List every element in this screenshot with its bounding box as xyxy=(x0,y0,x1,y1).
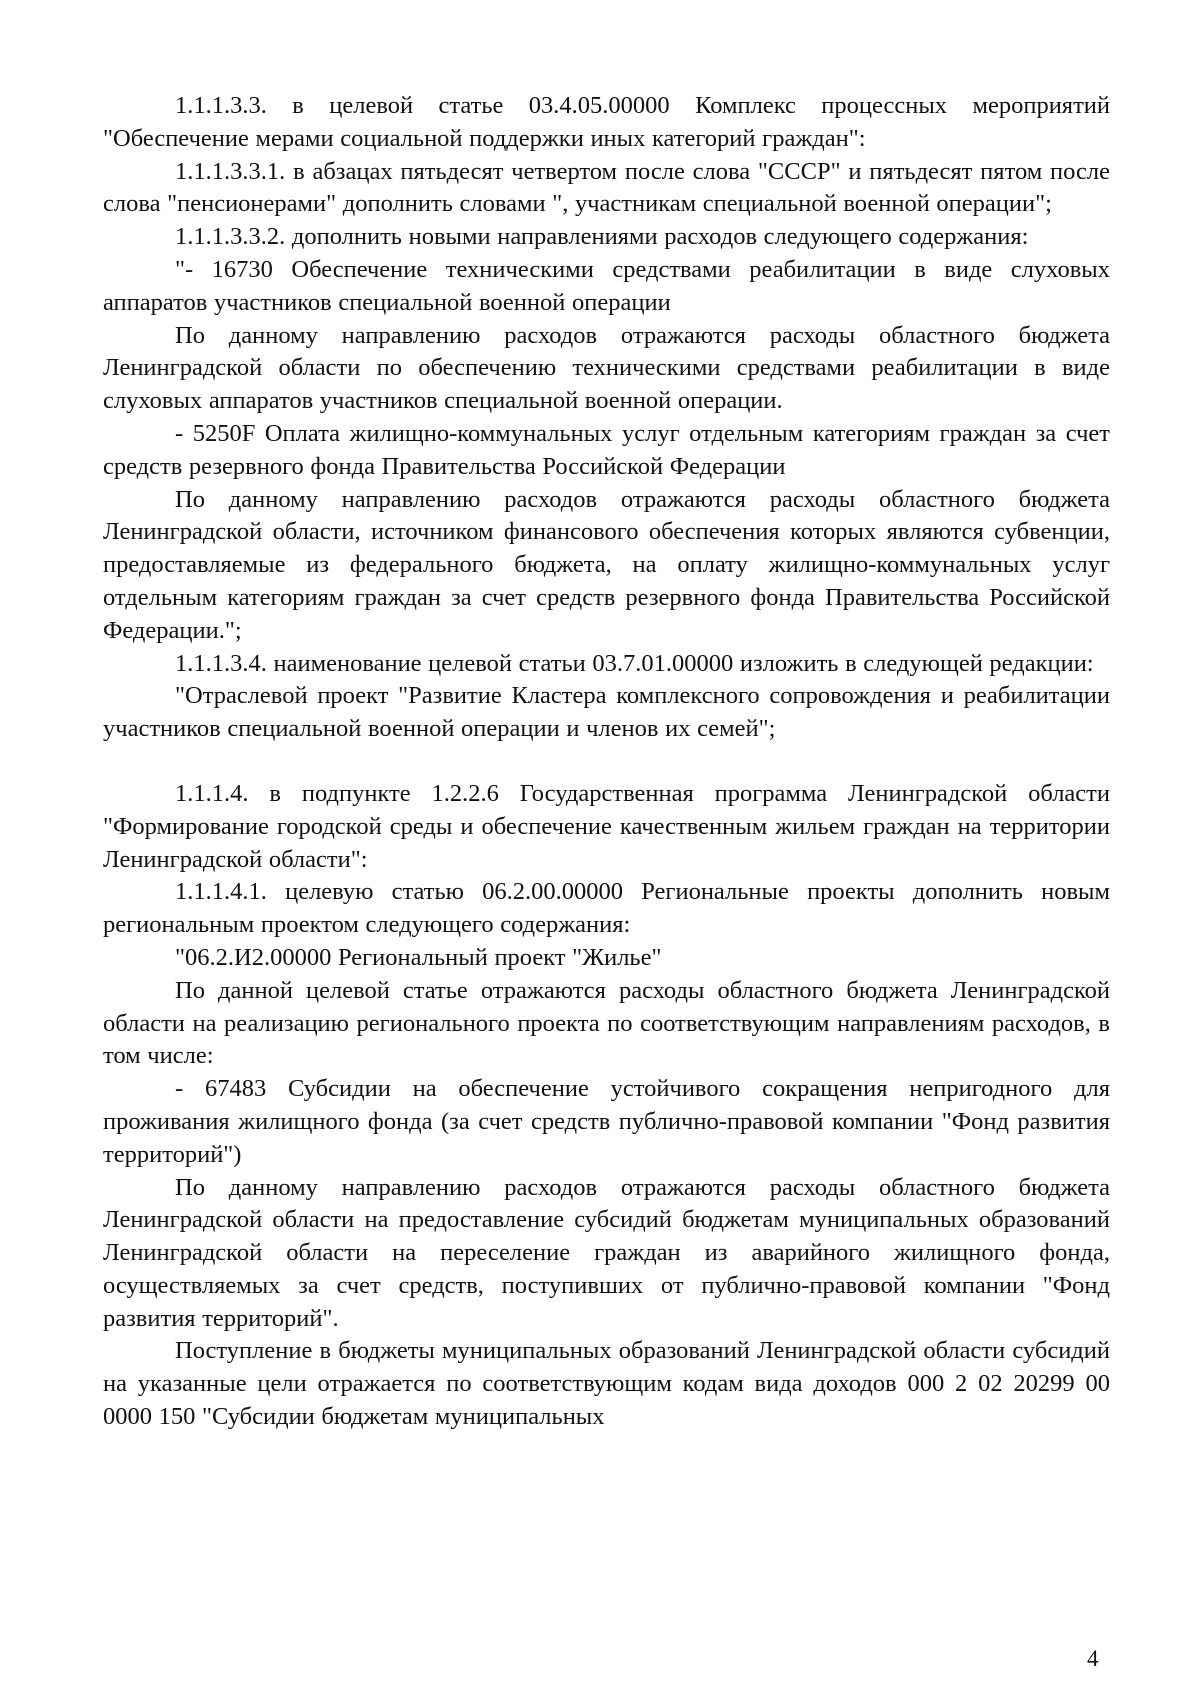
paragraph-target-article-description: По данной целевой статье отражаются расходы областного бюджета Ленинградской области на реализацию регионального проекта по соответствующим направлениям расходов, в том числе: xyxy=(103,976,1110,1070)
paragraph-otraslevoy-proekt: "Отраслевой проект "Развитие Кластера комплексного сопровождения и реабилитации участников специальной военной операции и членов их семей"; xyxy=(103,682,1110,743)
paragraph-1-1-1-4: 1.1.1.4. в подпункте 1.2.2.6 Государственная программа Ленинградской области "Формирование городской среды и обеспечение качественным жильем граждан на территории Ленинградской области": xyxy=(103,779,1110,873)
paragraph-1-1-1-3-4: 1.1.1.3.4. наименование целевой статьи 03.7.01.00000 изложить в следующей редакции: xyxy=(175,649,1094,677)
document-body xyxy=(103,90,1110,1434)
paragraph-1-1-1-3-3-1: 1.1.1.3.3.1. в абзацах пятьдесят четвертом после слова "СССР" и пятьдесят пятом после слова "пенсионерами" дополнить словами ", участникам специальной военной операции"; xyxy=(103,157,1110,218)
paragraph-1-1-1-3-3: 1.1.1.3.3. в целевой статье 03.4.05.00000 Комплекс процессных мероприятий "Обеспечение мерами социальной поддержки иных категорий граждан": xyxy=(103,92,1110,152)
paragraph-5250f-description: По данному направлению расходов отражаются расходы областного бюджета Ленинградской области, источником финансового обеспечения которых являются субвенции, предоставляемые из федерального бюджета, на оплату жилищно-коммунальных услуг отдельным категориям граждан за счет средств резервного фонда Правительства Российской Федерации."; xyxy=(103,485,1110,644)
paragraph-regional-project-zhilye: "06.2.И2.00000 Региональный проект "Жилье" xyxy=(175,943,662,971)
paragraph-1-1-1-3-3-2: 1.1.1.3.3.2. дополнить новыми направлениями расходов следующего содержания: xyxy=(175,223,1029,251)
paragraph-67483-description: По данному направлению расходов отражаются расходы областного бюджета Ленинградской области на предоставление субсидий бюджетам муниципальных образований Ленинградской области на переселение граждан из аварийного жилищного фонда, осуществляемых за счет средств, поступивших от публично-правовой компании "Фонд развития территорий". xyxy=(103,1173,1110,1332)
paragraph-gap xyxy=(103,746,1110,778)
paragraph-1-1-1-4-1: 1.1.1.4.1. целевую статью 06.2.00.00000 Региональные проекты дополнить новым региональным проектом следующего содержания: xyxy=(103,878,1110,939)
paragraph-67483-heading: - 67483 Субсидии на обеспечение устойчивого сокращения непригодного для проживания жилищного фонда (за счет средств публично-правовой компании "Фонд развития территорий") xyxy=(103,1075,1110,1168)
paragraph-16730-heading: "- 16730 Обеспечение техническими средствами реабилитации в виде слуховых аппаратов участников специальной военной операции xyxy=(103,255,1110,316)
page-number: 4 xyxy=(1087,1646,1099,1671)
paragraph-5250f-heading: - 5250F Оплата жилищно-коммунальных услуг отдельным категориям граждан за счет средств резервного фонда Правительства Российской Федерации xyxy=(103,419,1110,480)
paragraph-16730-description: По данному направлению расходов отражаются расходы областного бюджета Ленинградской области по обеспечению техническими средствами реабилитации в виде слуховых аппаратов участников специальной военной операции. xyxy=(103,321,1110,415)
paragraph-budget-receipts: Поступление в бюджеты муниципальных образований Ленинградской области субсидий на указанные цели отражается по соответствующим кодам вида доходов 000 2 02 20299 00 0000 150 "Субсидии бюджетам муниципальных xyxy=(103,1337,1110,1431)
